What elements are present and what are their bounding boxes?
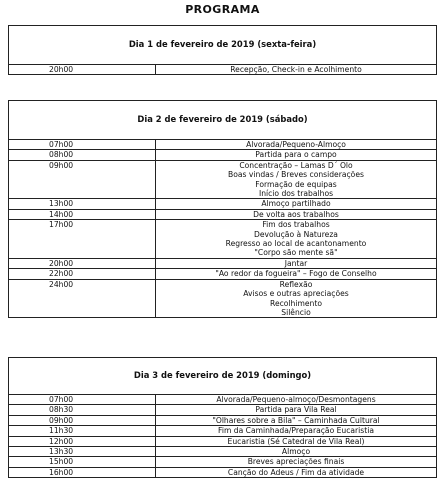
schedule-time: 13h30 <box>9 447 156 457</box>
schedule-activity <box>156 220 437 259</box>
schedule-activity <box>156 415 437 425</box>
schedule-activity <box>156 436 437 446</box>
activity-line: Recolhimento <box>270 298 322 308</box>
activity-line: Almoço <box>281 447 311 457</box>
activity-line: Fim dos trabalhos <box>262 220 330 230</box>
schedule-row <box>9 415 437 425</box>
schedule-time: 15h00 <box>9 457 156 467</box>
activity-line: Recepção, Check-in e Acolhimento <box>230 65 362 74</box>
activity-line: Regresso ao local de acantonamento <box>225 239 367 249</box>
schedule-time: 12h00 <box>9 436 156 446</box>
schedule-time: 11h30 <box>9 426 156 436</box>
day-3-schedule-table <box>8 357 437 478</box>
schedule-row <box>9 65 437 75</box>
schedule-activity <box>156 140 437 150</box>
activity-line: Canção do Adeus / Fim da atividade <box>227 467 365 477</box>
activity-line: Breves apreciações finais <box>247 457 345 467</box>
activity-line: Alvorada/Pequeno-almoço/Desmontagens <box>216 395 376 404</box>
schedule-time: 24h00 <box>9 279 156 318</box>
activity-line: Silêncio <box>281 307 311 317</box>
schedule-time: 22h00 <box>9 269 156 279</box>
schedule-row <box>9 467 437 477</box>
schedule-activity <box>156 405 437 415</box>
schedule-time: 08h00 <box>9 150 156 160</box>
schedule-row <box>9 426 437 436</box>
activity-line: Jantar <box>284 258 308 268</box>
schedule-activity <box>156 457 437 467</box>
day-header-row <box>9 358 437 395</box>
day-title: Dia 3 de fevereiro de 2019 (domingo) <box>9 358 437 395</box>
schedule-activity <box>156 279 437 318</box>
activity-line: Concentração – Lamas D´ Olo <box>239 160 353 170</box>
schedule-row <box>9 150 437 160</box>
schedule-time: 17h00 <box>9 220 156 259</box>
schedule-row <box>9 140 437 150</box>
activity-line: Início dos trabalhos <box>258 189 334 199</box>
day-header-row <box>9 26 437 65</box>
activity-line: "Ao redor da fogueira" – Fogo de Conselho <box>215 269 377 279</box>
activity-line: "Corpo são mente sã" <box>254 248 338 258</box>
day-header-row <box>9 101 437 140</box>
activity-line: Devolução à Natureza <box>254 229 338 239</box>
schedule-time: 09h00 <box>9 160 156 199</box>
day-2-schedule-table <box>8 100 437 318</box>
schedule-row <box>9 457 437 467</box>
schedule-activity <box>156 65 437 75</box>
schedule-row <box>9 269 437 279</box>
schedule-row <box>9 258 437 268</box>
schedule-row <box>9 199 437 209</box>
schedule-activity <box>156 269 437 279</box>
schedule-row <box>9 436 437 446</box>
activity-line: "Olhares sobre a Bila" – Caminhada Cultural <box>212 415 380 425</box>
schedule-time: 13h00 <box>9 199 156 209</box>
schedule-activity <box>156 258 437 268</box>
schedule-activity <box>156 395 437 405</box>
schedule-activity <box>156 426 437 436</box>
schedule-time: 07h00 <box>9 140 156 150</box>
page-title: PROGRAMA <box>185 3 260 16</box>
schedule-row <box>9 209 437 219</box>
schedule-activity <box>156 447 437 457</box>
schedule-row <box>9 395 437 405</box>
schedule-activity <box>156 160 437 199</box>
activity-line: Partida para Vila Real <box>255 405 337 415</box>
schedule-time: 20h00 <box>9 258 156 268</box>
activity-line: De volta aos trabalhos <box>253 209 339 219</box>
activity-line: Boas vindas / Breves considerações <box>228 170 364 180</box>
schedule-time: 14h00 <box>9 209 156 219</box>
schedule-activity <box>156 150 437 160</box>
schedule-row <box>9 160 437 199</box>
day-title: Dia 2 de fevereiro de 2019 (sábado) <box>9 101 437 140</box>
schedule-row <box>9 405 437 415</box>
schedule-activity <box>156 209 437 219</box>
activity-line: Alvorada/Pequeno-Almoço <box>246 140 346 149</box>
schedule-time: 09h00 <box>9 415 156 425</box>
schedule-activity <box>156 199 437 209</box>
schedule-row <box>9 279 437 318</box>
activity-line: Eucaristia (Sé Catedral de Vila Real) <box>227 436 365 446</box>
schedule-row <box>9 447 437 457</box>
activity-line: Avisos e outras apreciações <box>243 289 349 299</box>
day-title: Dia 1 de fevereiro de 2019 (sexta-feira) <box>9 26 437 65</box>
activity-line: Almoço partilhado <box>261 199 331 209</box>
schedule-activity <box>156 467 437 477</box>
day-1-schedule-table <box>8 25 437 75</box>
schedule-time: 08h30 <box>9 405 156 415</box>
schedule-time: 07h00 <box>9 395 156 405</box>
schedule-row <box>9 220 437 259</box>
activity-line: Partida para o campo <box>255 150 337 160</box>
schedule-time: 20h00 <box>9 65 156 75</box>
schedule-time: 16h00 <box>9 467 156 477</box>
activity-line: Fim da Caminhada/Preparação Eucaristia <box>218 426 374 436</box>
activity-line: Reflexão <box>279 279 313 289</box>
activity-line: Formação de equipas <box>255 179 337 189</box>
